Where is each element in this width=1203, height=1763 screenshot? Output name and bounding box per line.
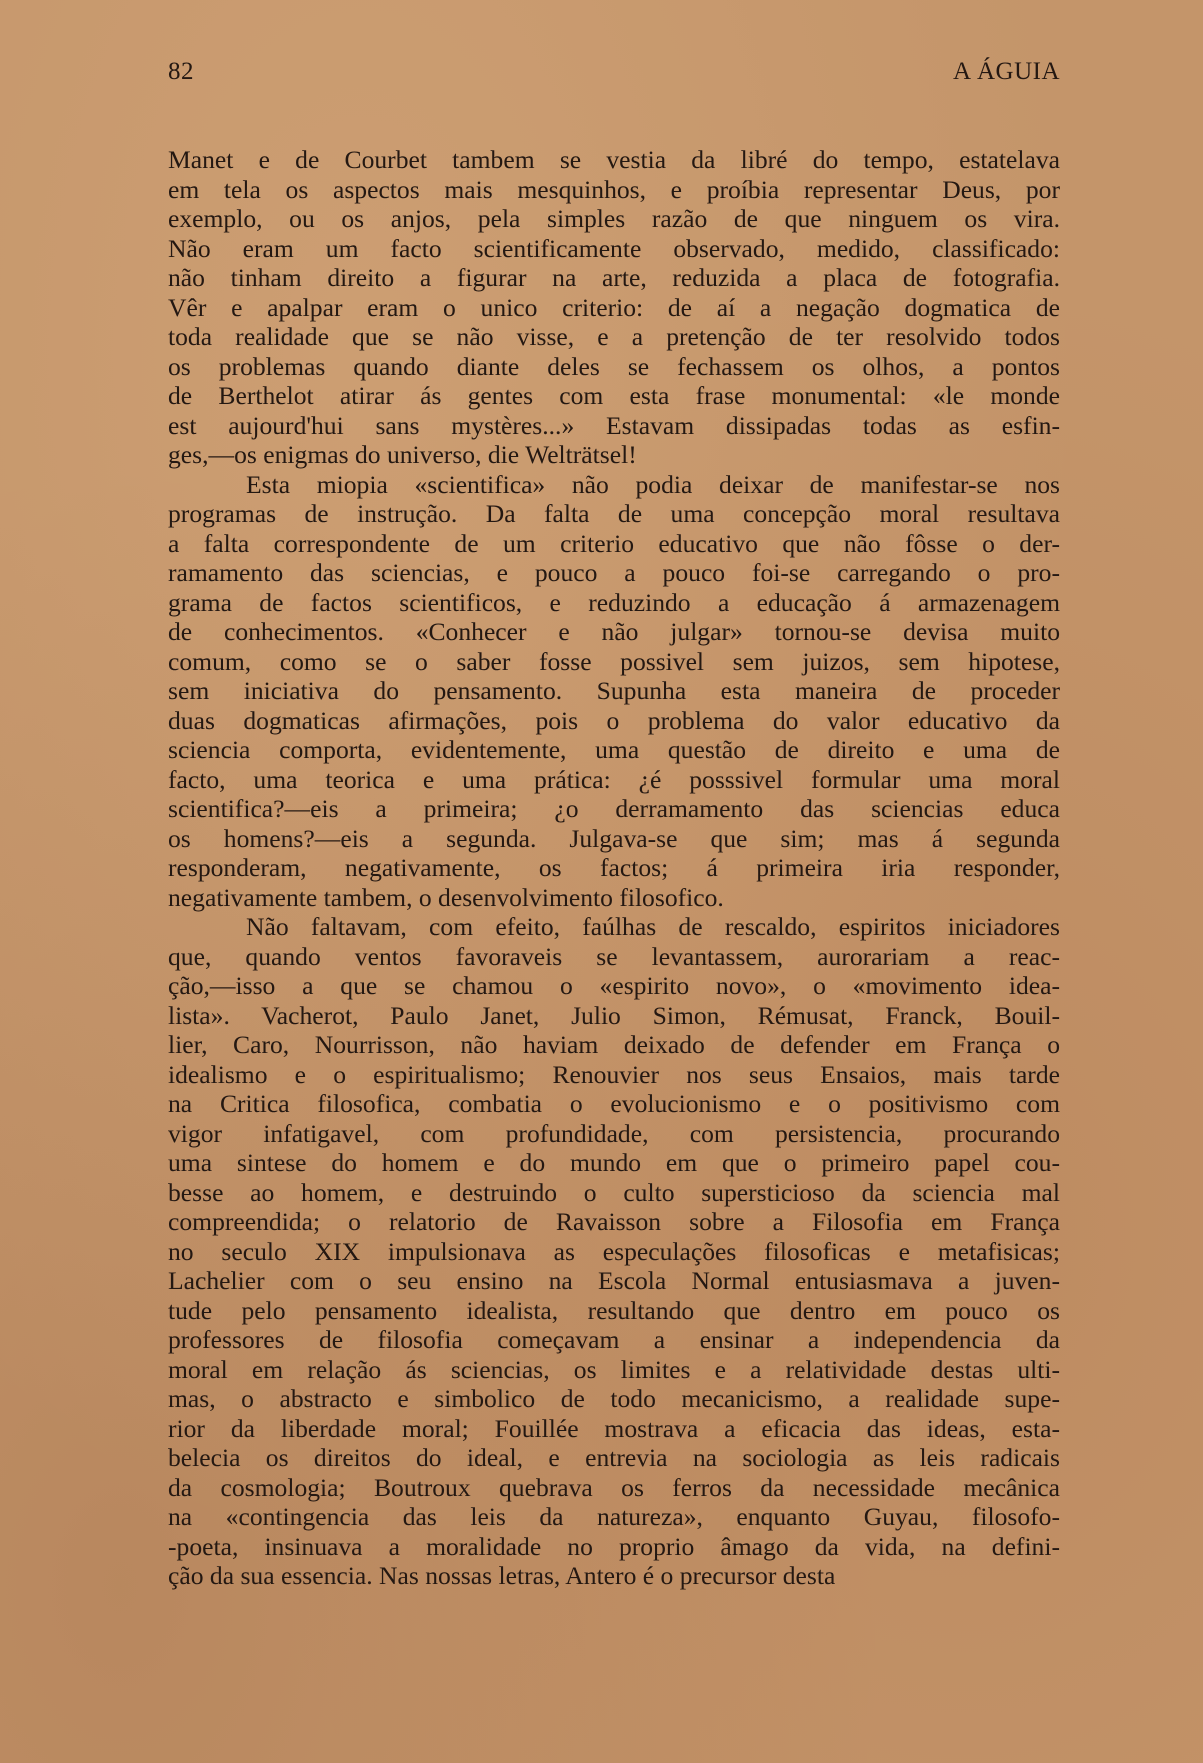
text-line: a falta correspondente de um criterio educativo que não fôsse o der- [168,528,1060,558]
text-line: programas de instrução. Da falta de uma concepção moral resultava [168,499,1060,528]
text-line: ges,—os enigmas do universo, die Welträtsel! [168,440,637,469]
text-line: compreendida; o relatorio de Ravaisson sobre a Filosofia em França [168,1207,1060,1236]
text-line: na Critica filosofica, combatia o evolucionismo e o positivismo com [168,1089,1060,1118]
text-line: de Berthelot atirar ás gentes com esta frase monumental: «le monde [168,381,1060,410]
text-line: idealismo e o espiritualismo; Renouvier nos seus Ensaios, mais tarde [168,1059,1060,1089]
text-line: uma sintese do homem e do mundo em que o primeiro papel cou- [168,1148,1060,1177]
text-line: tude pelo pensamento idealista, resultando que dentro em pouco os [168,1295,1060,1325]
text-line: sciencia comporta, evidentemente, uma questão de direito e uma de [168,735,1060,764]
text-line: Manet e de Courbet tambem se vestia da libré do tempo, estatelava [168,145,1060,174]
text-line: sem iniciativa do pensamento. Supunha esta maneira de proceder [168,676,1060,705]
text-line: mas, o abstracto e simbolico de todo mecanicismo, a realidade supe- [168,1384,1060,1413]
text-line: os homens?—eis a segunda. Julgava-se que sim; mas á segunda [168,823,1060,853]
text-line: Não eram um facto scientificamente observado, medido, classificado: [168,233,1060,263]
text-line: scientifica?—eis a primeira; ¿o derramamento das sciencias educa [168,794,1060,823]
body-text [168,145,1060,1591]
text-line: Lachelier com o seu ensino na Escola Normal entusiasmava a juven- [168,1266,1060,1295]
text-line: grama de factos scientificos, e reduzindo a educação á armazenagem [168,587,1060,617]
text-line: que, quando ventos favoraveis se levantassem, aurorariam a reac- [168,941,1060,971]
running-title: A ÁGUIA [953,58,1060,85]
text-line: de conhecimentos. «Conhecer e não julgar» tornou-se devisa muito [168,617,1060,646]
text-line: Vêr e apalpar eram o unico criterio: de aí a negação dogmatica de [168,292,1060,322]
paragraph [168,912,1060,1591]
text-line: no seculo XIX impulsionava as especulações filosoficas e metafisicas; [168,1236,1060,1266]
text-line: da cosmologia; Boutroux quebrava os ferros da necessidade mecânica [168,1472,1060,1502]
text-line: lista». Vacherot, Paulo Janet, Julio Simon, Rémusat, Franck, Bouil- [168,1000,1060,1030]
text-line: moral em relação ás sciencias, os limites e a relatividade destas ulti- [168,1354,1060,1384]
text-line: na «contingencia das leis da natureza», enquanto Guyau, filosofo- [168,1502,1060,1531]
text-line: -poeta, insinuava a moralidade no proprio âmago da vida, na defini- [168,1531,1060,1561]
text-line: lier, Caro, Nourrisson, não haviam deixado de defender em França o [168,1030,1060,1059]
text-line: Não faltavam, com efeito, faúlhas de rescaldo, espiritos iniciadores [246,912,1060,941]
page-number: 82 [168,58,194,85]
text-line: est aujourd'hui sans mystères...» Estavam dissipadas todas as esfin- [168,410,1060,440]
paragraph [168,145,1060,470]
text-line: vigor infatigavel, com profundidade, com persistencia, procurando [168,1118,1060,1148]
page-header [168,58,1060,98]
text-line: ramamento das sciencias, e pouco a pouco foi-se carregando o pro- [168,558,1060,587]
text-line: belecia os direitos do ideal, e entrevia na sociologia as leis radicais [168,1443,1060,1472]
text-line: besse ao homem, e destruindo o culto supersticioso da sciencia mal [168,1177,1060,1207]
text-line: ção da sua essencia. Nas nossas letras, Antero é o precursor desta [168,1561,836,1590]
text-line: ção,—isso a que se chamou o «espirito novo», o «movimento idea- [168,971,1060,1000]
text-line: duas dogmaticas afirmações, pois o problema do valor educativo da [168,705,1060,735]
text-line: exemplo, ou os anjos, pela simples razão de que ninguem os vira. [168,204,1060,233]
text-line: responderam, negativamente, os factos; á primeira iria responder, [168,853,1060,882]
text-line: negativamente tambem, o desenvolvimento filosofico. [168,882,724,912]
text-line: facto, uma teorica e uma prática: ¿é posssivel formular uma moral [168,764,1060,794]
text-line: Esta miopia «scientifica» não podia deixar de manifestar-se nos [246,469,1060,499]
text-line: professores de filosofia começavam a ensinar a independencia da [168,1325,1060,1354]
text-line: toda realidade que se não visse, e a pretenção de ter resolvido todos [168,322,1060,351]
text-line: não tinham direito a figurar na arte, reduzida a placa de fotografia. [168,263,1060,292]
text-line: rior da liberdade moral; Fouillée mostrava a eficacia das ideas, esta- [168,1413,1060,1443]
text-line: os problemas quando diante deles se fechassem os olhos, a pontos [168,351,1060,381]
paragraph [168,470,1060,913]
text-line: comum, como se o saber fosse possivel sem juizos, sem hipotese, [168,646,1060,676]
text-line: em tela os aspectos mais mesquinhos, e proíbia representar Deus, por [168,174,1060,204]
